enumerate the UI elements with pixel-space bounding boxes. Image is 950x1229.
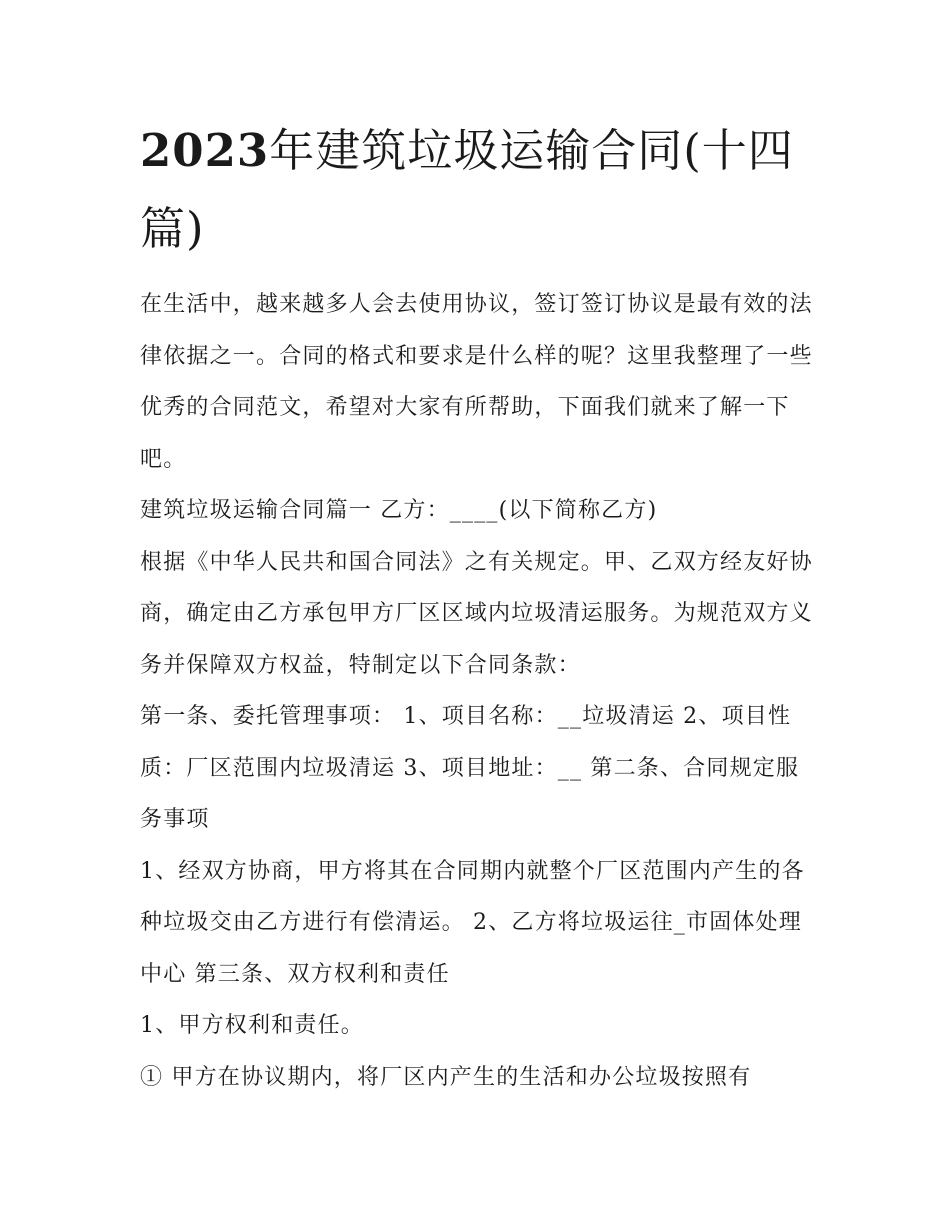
paragraph-service-items: 1、经双方协商，甲方将其在合同期内就整个厂区范围内产生的各种垃圾交由乙方进行有偿清运。 2、乙方将垃圾运往_市固体处理中心 第三条、双方权利和责任: [140, 858, 805, 987]
paragraph-article-one: 第一条、委托管理事项： 1、项目名称：__垃圾清运 2、项目性质：厂区范围内垃圾清运 3、项目地址：__ 第二条、合同规定服务事项: [140, 704, 800, 832]
paragraph-contract-heading: 建筑垃圾运输合同篇一 乙方：____(以下简称乙方): [140, 498, 658, 523]
paragraph-intro: 在生活中，越来越多人会去使用协议，签订签订协议是最有效的法律依据之一。合同的格式和要求是什么样的呢？这里我整理了一些优秀的合同范文，希望对大家有所帮助，下面我们就来了解一下吧。: [140, 292, 813, 472]
paragraph-basis: 根据《中华人民共和国合同法》之有关规定。甲、乙双方经友好协商，确定由乙方承包甲方厂区区域内垃圾清运服务。为规范双方义务并保障双方权益，特制定以下合同条款：: [140, 549, 813, 678]
paragraph-party-a-rights: 1、甲方权利和责任。: [140, 1013, 364, 1038]
title-year: 2023: [140, 124, 270, 177]
document-title: [140, 112, 830, 268]
paragraph-party-a-item-1: ① 甲方在协议期内，将厂区内产生的生活和办公垃圾按照有: [140, 1064, 752, 1090]
document-body: [140, 279, 820, 1103]
title-text: 年建筑垃圾运输合同(十四篇): [140, 124, 794, 255]
